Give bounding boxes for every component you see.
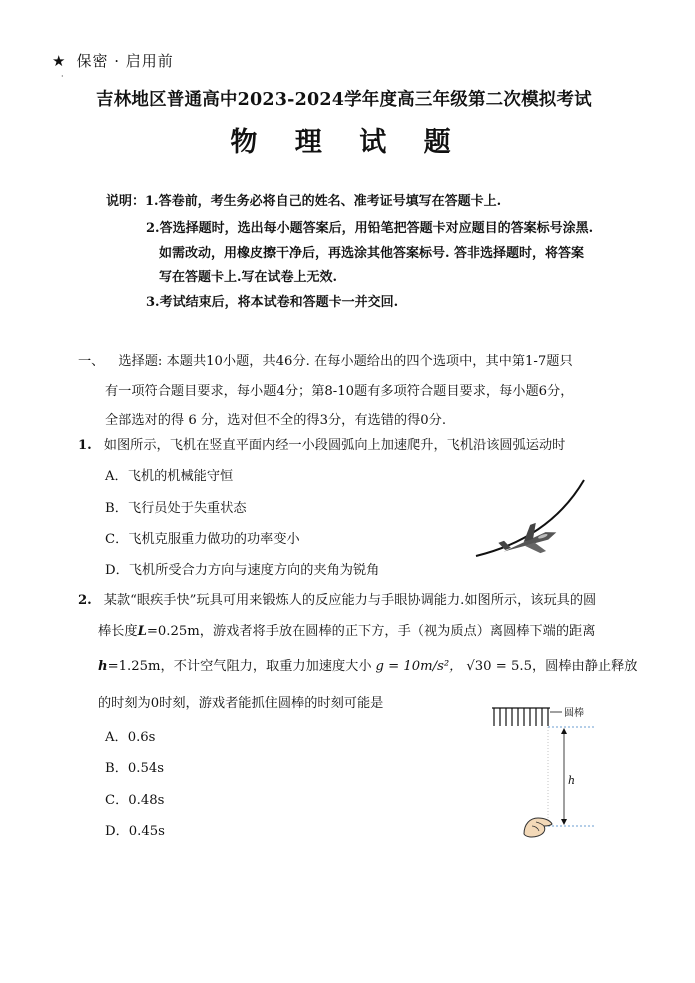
subject-title: 物 理 试 题 — [230, 127, 465, 158]
rod-label: 圆棒 — [564, 708, 584, 719]
q2-option-d: D．0.45s — [105, 824, 165, 839]
q1-option-b: B．飞行员处于失重状态 — [105, 501, 247, 516]
instructions-item1: 说明：1.答卷前，考生务必将自己的姓名、准考证号填写在答题卡上. — [106, 194, 502, 209]
instructions-item2-line1: 2.答选择题时，选出每小题答案后，用铅笔把答题卡对应题目的答案标号涂黑. — [146, 221, 594, 236]
instructions-item2-line2: 如需改动，用橡皮擦干净后，再选涂其他答案标号. 答非选择题时，将答案 — [159, 246, 585, 261]
q2-option-b: B．0.54s — [105, 761, 165, 776]
h-label: h — [568, 774, 576, 787]
q1-option-c: C．飞机克服重力做功的功率变小 — [105, 532, 300, 547]
q2-option-a: A．0.6s — [105, 730, 156, 745]
decorative-dot: · — [61, 72, 64, 81]
q1-airplane-figure — [470, 476, 590, 560]
instructions-item2-line3: 写在答题卡上.写在试卷上无效. — [159, 270, 338, 285]
section1-line2: 有一项符合题目要求，每小题4分；第8-10题有多项符合题目要求，每小题6分， — [105, 384, 574, 399]
q2-line1: 2. 某款“眼疾手快”玩具可用来锻炼人的反应能力与手眼协调能力.如图所示，该玩具的圆 — [78, 593, 597, 608]
star-icon: ★ — [52, 52, 67, 70]
section1-line1: 一、 选择题: 本题共10小题，共46分. 在每小题给出的四个选项中，其中第1-7题只 — [78, 354, 573, 369]
q2-line4: 的时刻为0时刻，游戏者能抓住圆棒的时刻可能是 — [98, 696, 384, 711]
q1-stem: 1. 如图所示，飞机在竖直平面内经一小段圆弧向上加速爬升，飞机沿该圆弧运动时 — [78, 438, 566, 453]
rod-set — [494, 708, 548, 726]
section1-line3: 全部选对的得 6 分，选对但不全的得3分，有选错的得0分. — [105, 413, 447, 428]
airplane-icon — [496, 517, 561, 560]
q1-option-a: A．飞机的机械能守恒 — [105, 469, 234, 484]
exam-title: 吉林地区普通高中2023-2024学年度高三年级第二次模拟考试 — [96, 90, 592, 110]
q2-line3: h=1.25m，不计空气阻力，取重力加速度大小 g = 10m/s²， √30 = 5.5，圆棒由静止释放 — [98, 659, 638, 674]
instructions-item3: 3.考试结束后，将本试卷和答题卡一并交回. — [146, 295, 399, 310]
q2-option-c: C．0.48s — [105, 793, 165, 808]
q1-option-d: D．飞机所受合力方向与速度方向的夹角为锐角 — [105, 563, 380, 578]
q2-line2: 棒长度L=0.25m，游戏者将手放在圆棒的正下方，手（视为质点）离圆棒下端的距离 — [98, 624, 596, 639]
q2-rod-figure — [488, 704, 598, 840]
secret-label: ★ 保密 · 启用前 — [52, 52, 174, 70]
hand-icon — [522, 814, 554, 838]
